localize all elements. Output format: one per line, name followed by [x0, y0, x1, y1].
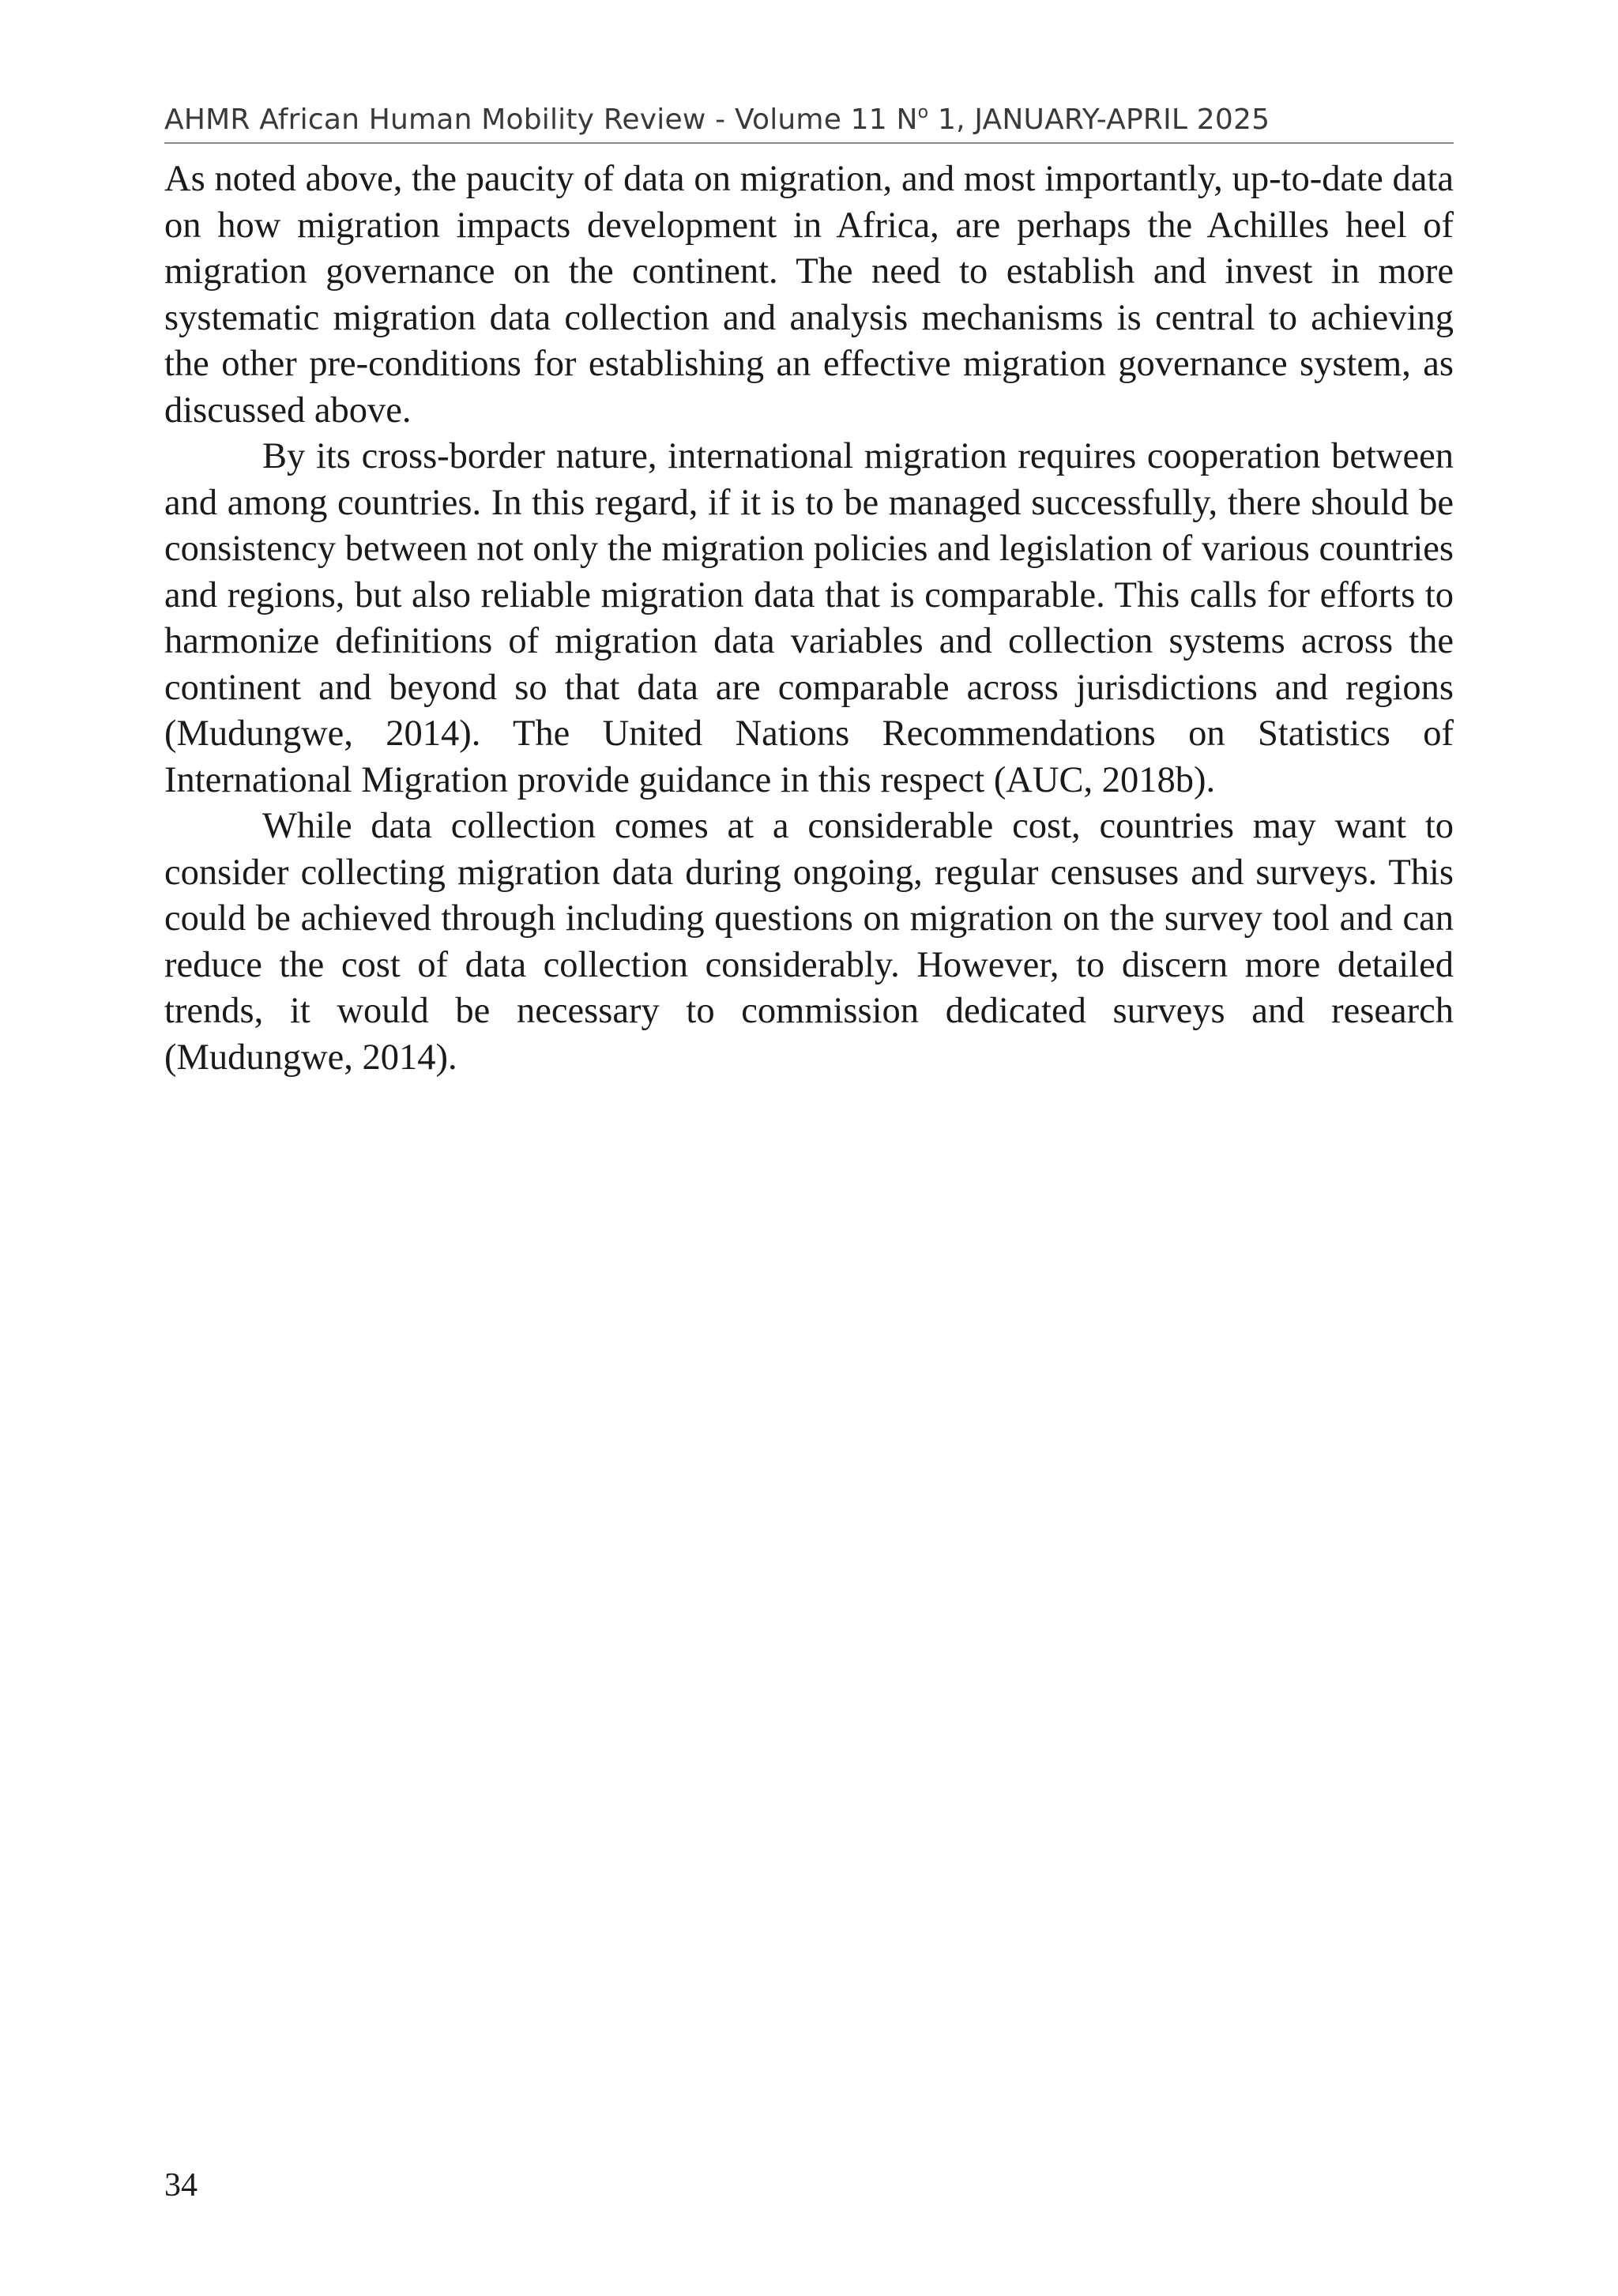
journal-title: AHMR African Human Mobility Review - Volume 11 N: [164, 104, 918, 136]
paragraph-1: As noted above, the paucity of data on migration, and most importantly, up-to-date data on how migration impacts development in Africa, are perhaps the Achilles heel of migration governance on the continent. The need to establish and invest in more systematic migration data collection and analysis mechanisms is central to achieving the other pre-conditions for establishing an effective migration governance system, as discussed above.: [164, 159, 1454, 431]
issue-date: 1, JANUARY-APRIL 2025: [928, 104, 1270, 136]
paragraph-3: While data collection comes at a considerable cost, countries may want to consider collecting migration data during ongoing, regular censuses and surveys. This could be achieved through including questions on migration on the survey tool and can reduce the cost of data collection considerably. However, to discern more detailed trends, it would be necessary to commission dedicated surveys and research (Mudungwe, 2014).: [164, 806, 1454, 1078]
page-number: 34: [164, 2167, 198, 2204]
running-header: [164, 101, 1454, 139]
header-divider: [164, 142, 1454, 144]
main-text: [164, 156, 1454, 1081]
paragraph-2: By its cross-border nature, international migration requires cooperation between and among countries. In this regard, if it is to be managed successfully, there should be consistency between not only the migration policies and legislation of various countries and regions, but also reliable migration data that is comparable. This calls for efforts to harmonize definitions of migration data variables and collection systems across the continent and beyond so that data are comparable across jurisdictions and regions (Mudungwe, 2014). The United Nations Recommendations on Statistics of International Migration provide guidance in this respect (AUC, 2018b).: [164, 436, 1454, 800]
number-sign-superscript: o: [917, 103, 929, 122]
